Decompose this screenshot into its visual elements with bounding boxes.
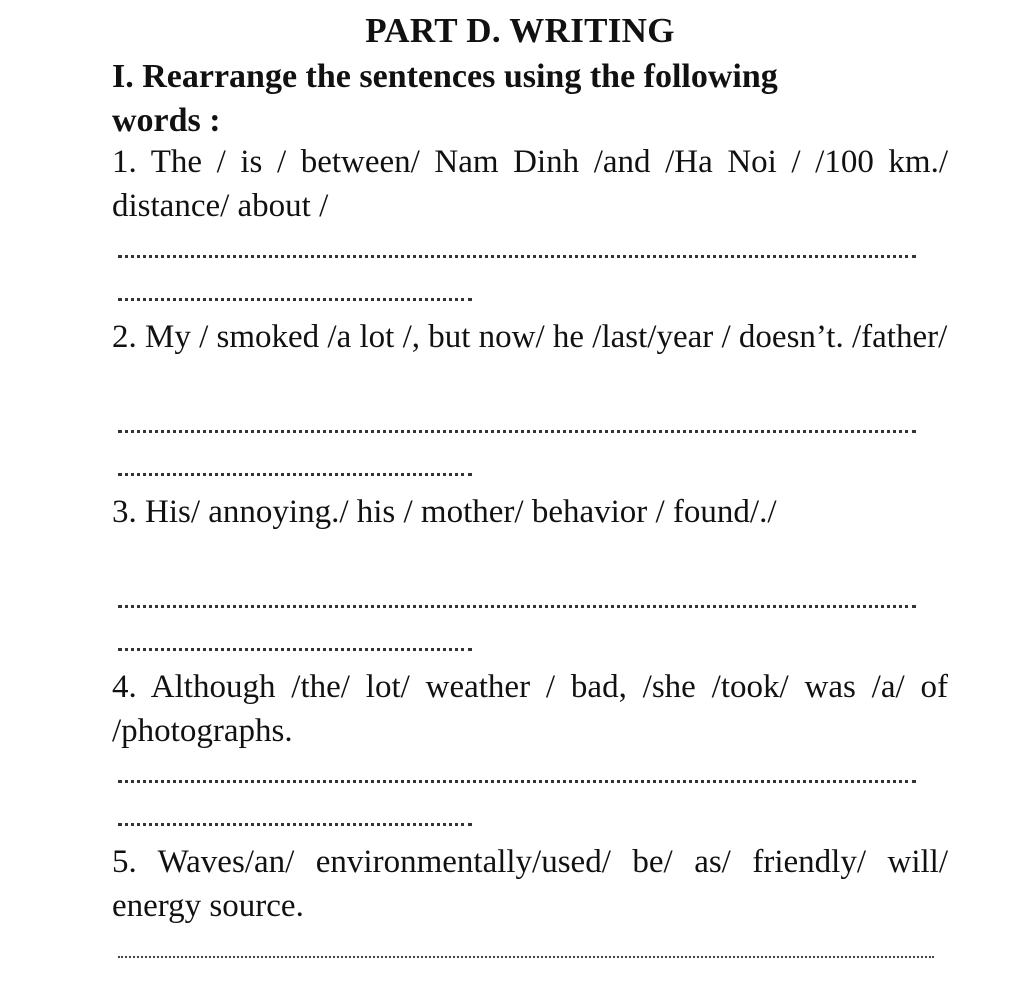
answer-line-2b[interactable] bbox=[118, 473, 472, 476]
answer-line-4b[interactable] bbox=[118, 823, 472, 826]
answer-line-3b[interactable] bbox=[118, 648, 472, 651]
answer-line-1a[interactable] bbox=[118, 255, 916, 258]
section-heading: I. Rearrange the sentences using the following words : bbox=[112, 58, 778, 139]
answer-line-4a[interactable] bbox=[118, 780, 916, 783]
question-4: 4. Although /the/ lot/ weather / bad, /she /took/ was /a/ of /photographs. bbox=[112, 669, 948, 749]
question-5: 5. Waves/an/ environmentally/used/ be/ as/ friendly/ will/ energy source. bbox=[112, 844, 948, 924]
question-1: 1. The / is / between/ Nam Dinh /and /Ha Noi / /100 km./ distance/ about / bbox=[112, 144, 948, 224]
answer-line-1b[interactable] bbox=[118, 298, 472, 301]
question-2: 2. My / smoked /a lot /, but now/ he /last/year / doesn’t. /father/ bbox=[112, 319, 948, 355]
page-title: PART D. WRITING bbox=[365, 11, 675, 50]
question-3: 3. His/ annoying./ his / mother/ behavior / found/./ bbox=[112, 494, 777, 530]
answer-line-5a[interactable] bbox=[118, 956, 934, 958]
answer-line-2a[interactable] bbox=[118, 430, 916, 433]
answer-line-3a[interactable] bbox=[118, 605, 916, 608]
